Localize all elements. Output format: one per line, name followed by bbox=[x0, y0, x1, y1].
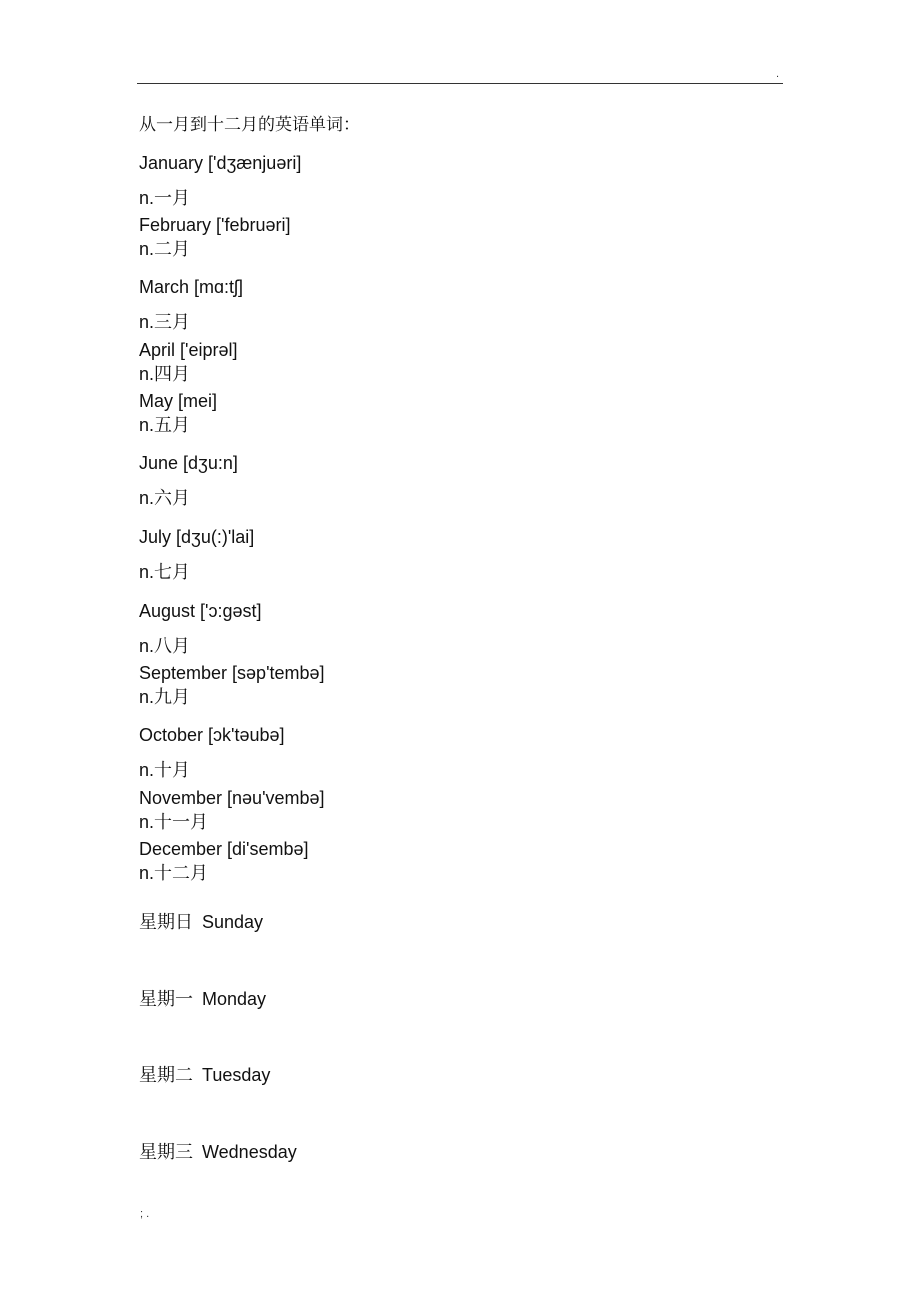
month-word-july: July [dʒu(:)'lai] bbox=[139, 527, 255, 547]
weekday-cn: 星期二 bbox=[139, 1065, 193, 1085]
weekday-cn: 星期一 bbox=[139, 989, 193, 1009]
weekday-monday bbox=[139, 988, 266, 1010]
weekday-en: Sunday bbox=[202, 912, 264, 932]
weekday-cn: 星期三 bbox=[139, 1142, 193, 1162]
month-meaning-april: n.四月 bbox=[139, 364, 191, 384]
month-meaning-december: n.十二月 bbox=[139, 863, 209, 883]
month-word-september: September [səp'tembə] bbox=[139, 663, 325, 683]
month-word-february: February ['februəri] bbox=[139, 215, 291, 235]
weekday-wednesday bbox=[139, 1141, 297, 1163]
weekday-cn: 星期日 bbox=[139, 912, 193, 932]
footer-mark: ; . bbox=[140, 1208, 150, 1220]
weekday-en: Tuesday bbox=[202, 1065, 271, 1085]
month-word-october: October [ɔk'təubə] bbox=[139, 725, 285, 745]
weekday-sunday bbox=[139, 911, 263, 933]
month-meaning-march: n.三月 bbox=[139, 312, 191, 332]
month-meaning-june: n.六月 bbox=[139, 488, 191, 508]
month-word-april: April ['eiprəl] bbox=[139, 340, 238, 360]
month-meaning-august: n.八月 bbox=[139, 636, 191, 656]
month-word-november: November [nəu'vembə] bbox=[139, 788, 325, 808]
month-meaning-october: n.十月 bbox=[139, 760, 191, 780]
month-word-august: August ['ɔ:gəst] bbox=[139, 601, 262, 621]
month-meaning-november: n.十一月 bbox=[139, 812, 209, 832]
intro-heading: 从一月到十二月的英语单词： bbox=[139, 115, 360, 135]
month-meaning-september: n.九月 bbox=[139, 687, 191, 707]
month-word-june: June [dʒu:n] bbox=[139, 453, 238, 473]
weekday-en: Wednesday bbox=[202, 1142, 297, 1162]
month-meaning-may: n.五月 bbox=[139, 415, 191, 435]
month-meaning-january: n.一月 bbox=[139, 188, 191, 208]
header-mark: . bbox=[776, 68, 780, 80]
month-meaning-february: n.二月 bbox=[139, 239, 191, 259]
weekday-en: Monday bbox=[202, 989, 267, 1009]
month-meaning-july: n.七月 bbox=[139, 562, 191, 582]
header-rule bbox=[137, 83, 783, 84]
weekday-tuesday bbox=[139, 1064, 270, 1086]
month-word-december: December [di'sembə] bbox=[139, 839, 309, 859]
month-word-may: May [mei] bbox=[139, 391, 218, 411]
month-word-march: March [mɑ:tʃ] bbox=[139, 277, 244, 297]
month-word-january: January ['dʒænjuəri] bbox=[139, 153, 302, 173]
